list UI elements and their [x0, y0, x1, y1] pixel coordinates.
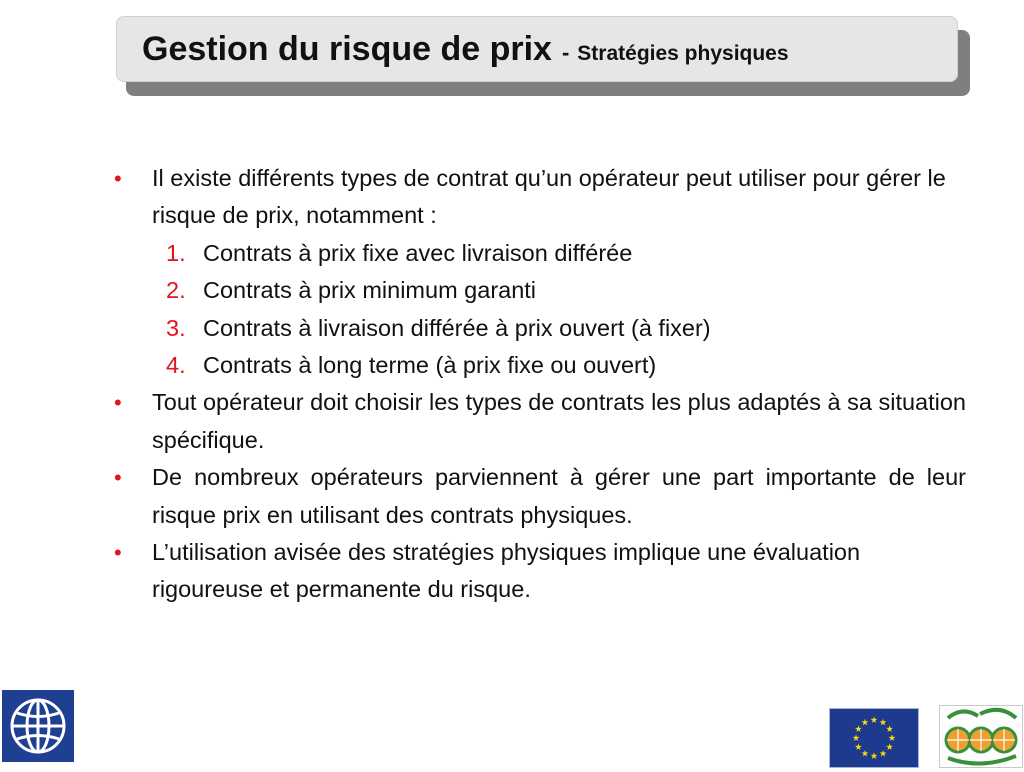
eu-star-icon: [853, 734, 860, 741]
list-number: 2.: [166, 277, 186, 304]
eu-star-icon: [855, 743, 862, 750]
bullet-text: Il existe différents types de contrat qu’un opérateur peut utiliser pour gérer le risque de prix, notamment :: [152, 165, 946, 229]
eu-star-icon: [862, 750, 869, 757]
world-bank-logo: [2, 690, 74, 762]
bullet-item: [114, 160, 966, 235]
bullet-text: L’utilisation avisée des stratégies physiques implique une évaluation rigoureuse et permanente du risque.: [152, 539, 861, 603]
title-subtitle: Stratégies physiques: [577, 41, 789, 65]
eu-star-icon: [880, 750, 887, 757]
eu-star-icon: [862, 719, 869, 726]
slide-title: [142, 30, 789, 69]
title-separator: -: [561, 39, 570, 65]
acp-emblem-icon: [940, 706, 1022, 767]
title-main: Gestion du risque de prix: [142, 29, 552, 68]
list-item: [166, 235, 966, 272]
bullet-item: [114, 534, 966, 609]
list-number: 1.: [166, 239, 186, 266]
contract-types-list: [114, 235, 966, 385]
eu-star-icon: [880, 719, 887, 726]
bullet-text: De nombreux opérateurs parviennent à gérer une part importante de leur risque prix en utilisant des contrats physiques.: [152, 464, 966, 528]
list-number: 4.: [166, 352, 186, 379]
world-bank-globe-icon: [2, 690, 74, 762]
list-item-text: Contrats à livraison différée à prix ouvert (à fixer): [203, 314, 711, 341]
list-item-text: Contrats à long terme (à prix fixe ou ouvert): [203, 352, 657, 379]
eu-star-icon: [871, 752, 878, 759]
bullet-icon: •: [114, 465, 122, 491]
eu-flag-logo: [829, 708, 919, 768]
slide-body: [114, 160, 966, 609]
bullet-item: [114, 459, 966, 534]
eu-star-icon: [886, 743, 893, 750]
list-item-text: Contrats à prix fixe avec livraison différée: [203, 239, 633, 266]
eu-star-icon: [871, 716, 878, 723]
bullet-icon: •: [114, 390, 122, 416]
eu-star-icon: [889, 734, 896, 741]
list-item: [166, 272, 966, 309]
acp-logo: [939, 705, 1023, 768]
eu-stars-icon: [830, 709, 918, 767]
eu-star-icon: [886, 725, 893, 732]
list-number: 3.: [166, 314, 186, 341]
list-item: [166, 347, 966, 384]
title-banner: [116, 16, 958, 82]
bullet-item: [114, 384, 966, 459]
bullet-text: Tout opérateur doit choisir les types de contrats les plus adaptés à sa situation spécifique.: [152, 389, 966, 453]
bullet-icon: •: [114, 540, 122, 566]
eu-star-icon: [855, 725, 862, 732]
list-item-text: Contrats à prix minimum garanti: [203, 277, 537, 304]
list-item: [166, 310, 966, 347]
bullet-icon: •: [114, 166, 122, 191]
